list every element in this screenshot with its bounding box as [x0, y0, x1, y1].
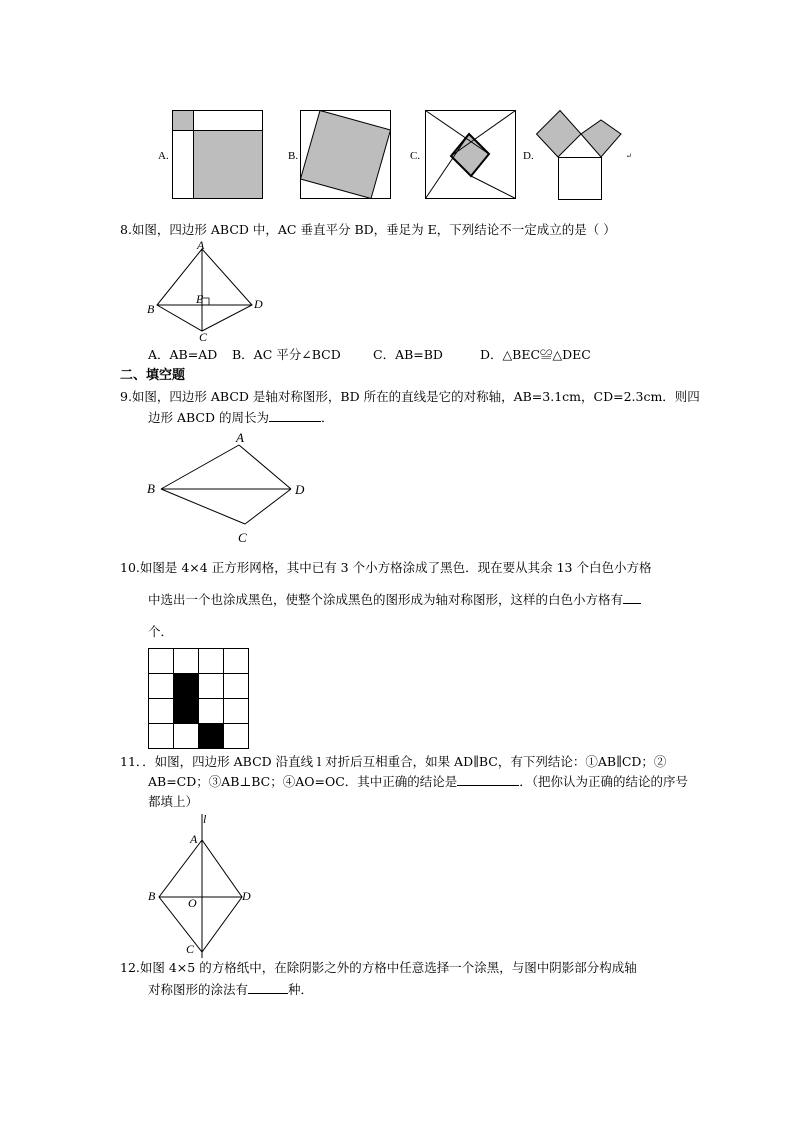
grid-cell-white	[224, 699, 249, 724]
q9-label-a: A	[236, 430, 244, 445]
q7-figure-d	[536, 110, 636, 202]
q11-line2	[148, 772, 688, 792]
grid-cell-white	[149, 724, 174, 749]
q8-stem: 8.如图，四边形 ABCD 中，AC 垂直平分 BD，垂足为 E，下列结论不一定成立的是（ ）	[120, 222, 616, 237]
svg-text:↵: ↵	[626, 152, 632, 160]
grid-cell-white	[174, 724, 199, 749]
q7-option-d-label: D.	[523, 150, 534, 162]
q10-answer-blank[interactable]	[623, 591, 641, 604]
grid-cell-white	[199, 649, 224, 674]
q11-line3: 都填上）	[148, 794, 199, 809]
q7-option-b-label: B.	[288, 150, 299, 162]
grid-cell-white	[199, 674, 224, 699]
q11-figure	[145, 812, 260, 960]
q10-line3: 个．	[148, 624, 174, 639]
grid-cell-white	[199, 699, 224, 724]
q11-label-a: A	[190, 832, 198, 846]
q9-line2-text: 边形 ABCD 的周长为	[148, 410, 269, 425]
q10-line2	[148, 590, 641, 610]
q8-choice-b: B．AC 平分∠BCD	[232, 347, 341, 362]
grid-cell-white	[149, 649, 174, 674]
grid-cell-white	[224, 724, 249, 749]
q12-line2-text: 对称图形的涂法有	[148, 982, 249, 997]
q8-label-b: B	[147, 302, 155, 316]
grid-cell-white	[149, 674, 174, 699]
q11-label-d: D	[242, 889, 251, 903]
q12-line1: 12.如图 4×5 的方格纸中，在除阴影之外的方格中任意选择一个涂黑，与图中阴影部分构成轴	[120, 960, 637, 975]
q11-line1: 11．．如图，四边形 ABCD 沿直线 l 对折后互相重合，如果 AD∥BC，有下列结论：①AB∥CD；②	[120, 754, 667, 769]
q8-label-c: C	[199, 330, 208, 344]
grid-cell-white	[174, 649, 199, 674]
grid-cell-black	[174, 674, 199, 699]
q8-figure	[145, 243, 270, 343]
q7-figure-a	[172, 110, 264, 200]
q9-label-d: D	[295, 482, 305, 497]
q7-figure-c	[425, 110, 517, 200]
q9-line1: 9.如图，四边形 ABCD 是轴对称图形，BD 所在的直线是它的对称轴，AB=3.1cm，CD=2.3cm．则四	[120, 389, 700, 404]
grid-cell-white	[224, 649, 249, 674]
q9-line2	[148, 408, 334, 428]
q7-figure-b	[300, 110, 392, 200]
q8-label-e: E	[196, 292, 204, 306]
q7-option-c-label: C.	[410, 150, 421, 162]
q10-line1: 10.如图是 4×4 正方形网格，其中已有 3 个小方格涂成了黑色．现在要从其余 13 个白色小方格	[120, 560, 652, 575]
q12-line2-end: 种．	[288, 982, 314, 997]
section-title: 二、填空题	[120, 368, 186, 383]
q11-label-l: l	[203, 812, 207, 826]
q9-label-b: B	[147, 481, 155, 496]
q11-line2-end: ．（把你认为正确的结论的序号	[519, 774, 689, 789]
q12-line2	[148, 980, 313, 1000]
q11-label-o: O	[188, 896, 197, 910]
q8-label-d: D	[254, 297, 263, 311]
q8-choice-c: C．AB=BD	[373, 347, 443, 362]
q8-label-a: A	[197, 238, 205, 252]
q8-choice-d: D．△BEC≌△DEC	[480, 347, 591, 362]
q8-choice-a: A．AB=AD	[148, 347, 218, 362]
q9-label-c: C	[238, 530, 247, 545]
grid-cell-black	[174, 699, 199, 724]
q7-option-a-label: A.	[158, 150, 169, 162]
q10-line2-text: 中选出一个也涂成黑色，使整个涂成黑色的图形成为轴对称图形，这样的白色小方格有	[148, 592, 624, 607]
q11-label-c: C	[186, 942, 195, 956]
grid-cell-white	[149, 699, 174, 724]
q9-line2-end: ．	[320, 410, 334, 425]
q9-figure	[155, 440, 305, 535]
grid-cell-black	[199, 724, 224, 749]
q11-line2-text: AB=CD；③AB⊥BC；④AO=OC．其中正确的结论是	[148, 774, 458, 789]
q11-label-b: B	[148, 889, 156, 903]
q9-answer-blank[interactable]	[269, 409, 321, 422]
grid-cell-white	[224, 674, 249, 699]
q10-grid	[148, 648, 248, 748]
q11-answer-blank[interactable]	[457, 773, 519, 786]
q12-answer-blank[interactable]	[248, 981, 288, 994]
